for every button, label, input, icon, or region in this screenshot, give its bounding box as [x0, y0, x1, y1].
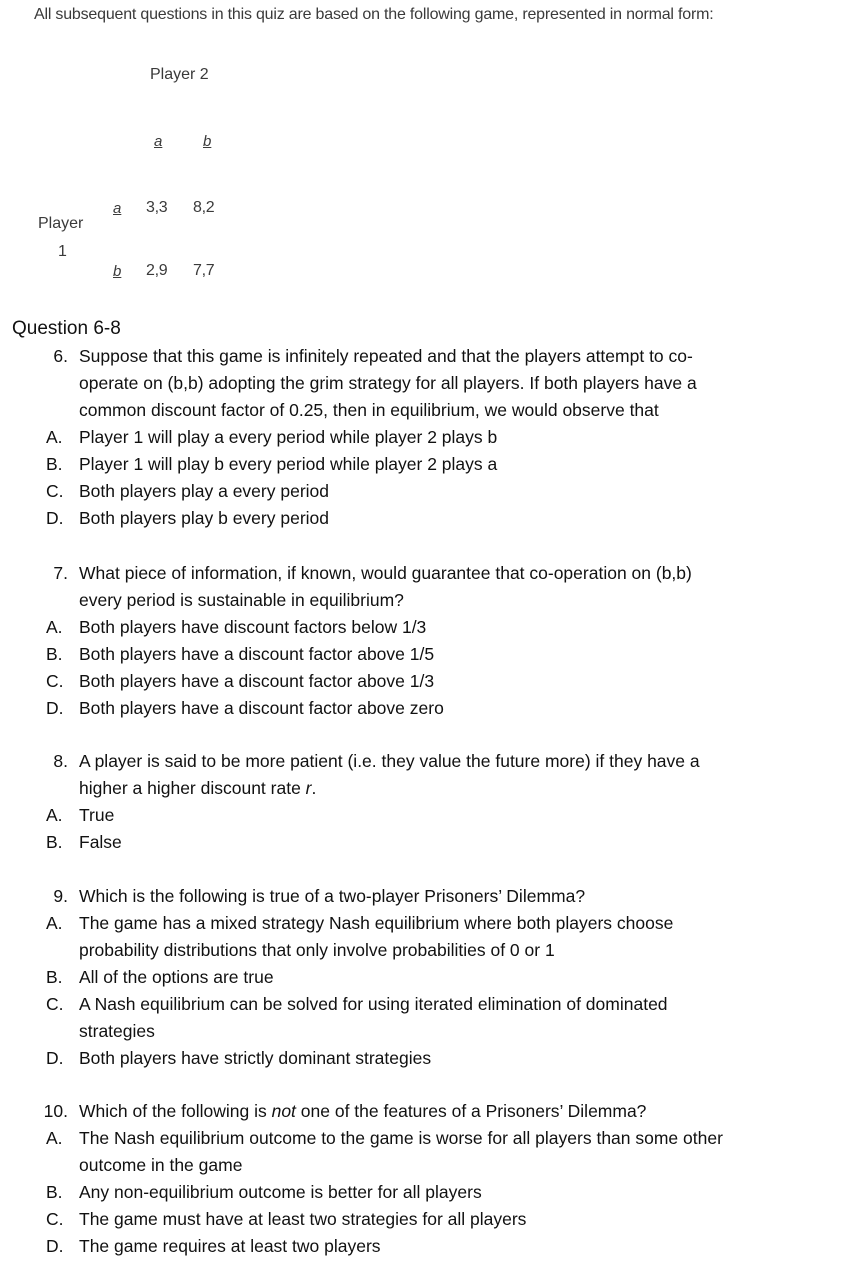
question-text: common discount factor of 0.25, then in equilibrium, we would observe that — [79, 400, 659, 420]
option-10c[interactable] — [0, 1206, 848, 1233]
option-letter: B. — [46, 1182, 63, 1202]
option-8a[interactable] — [0, 802, 848, 829]
option-text: The game requires at least two players — [79, 1236, 381, 1256]
question-text: Which is the following is true of a two-player Prisoners’ Dilemma? — [79, 886, 586, 906]
option-letter: A. — [46, 1128, 63, 1148]
option-7d[interactable] — [0, 695, 848, 722]
player1-label: Player — [38, 215, 84, 232]
row-strategy-a: a — [113, 200, 122, 217]
payoff-cell-aa: 3,3 — [146, 199, 168, 216]
option-letter: A. — [46, 617, 63, 637]
col-strategy-b: b — [203, 133, 212, 150]
option-letter: B. — [46, 967, 63, 987]
option-text: Both players have strictly dominant strategies — [79, 1048, 432, 1068]
option-text: outcome in the game — [79, 1155, 243, 1175]
player2-label: Player 2 — [150, 66, 209, 83]
option-9b[interactable] — [0, 964, 848, 991]
option-letter: C. — [46, 671, 64, 691]
question-number: 8. — [53, 751, 68, 771]
option-text: Both players have discount factors below 1/3 — [79, 617, 427, 637]
section-title: Question 6-8 — [12, 318, 121, 339]
option-text: The game must have at least two strategies for all players — [79, 1209, 527, 1229]
intro-text: All subsequent questions in this quiz are based on the following game, represented in normal form: — [34, 6, 714, 23]
option-letter: D. — [46, 1236, 64, 1256]
option-text: Player 1 will play a every period while player 2 plays b — [79, 427, 498, 447]
option-letter: C. — [46, 481, 64, 501]
question-9 — [0, 883, 848, 1072]
question-number: 9. — [53, 886, 68, 906]
option-7b[interactable] — [0, 641, 848, 668]
question-10 — [0, 1098, 848, 1260]
payoff-cell-ab: 8,2 — [193, 199, 215, 216]
question-number: 7. — [53, 563, 68, 583]
question-text: What piece of information, if known, would guarantee that co-operation on (b,b) — [79, 563, 692, 583]
option-text: Both players play a every period — [79, 481, 329, 501]
question-text: Which of the following is not one of the features of a Prisoners’ Dilemma? — [79, 1101, 647, 1121]
col-strategy-a: a — [154, 133, 163, 150]
option-text: False — [79, 832, 122, 852]
question-text: Suppose that this game is infinitely repeated and that the players attempt to co- — [79, 346, 693, 366]
option-9a[interactable] — [0, 910, 848, 964]
option-letter: D. — [46, 698, 64, 718]
option-letter: A. — [46, 427, 63, 447]
option-text: Both players have a discount factor above 1/3 — [79, 671, 435, 691]
option-text: Both players have a discount factor above zero — [79, 698, 444, 718]
option-letter: A. — [46, 913, 63, 933]
question-6 — [0, 343, 848, 532]
question-text: every period is sustainable in equilibrium? — [79, 590, 404, 610]
option-text: Both players have a discount factor above 1/5 — [79, 644, 435, 664]
option-letter: B. — [46, 454, 63, 474]
option-text: All of the options are true — [79, 967, 274, 987]
option-9c[interactable] — [0, 991, 848, 1045]
option-text: Both players play b every period — [79, 508, 329, 528]
option-letter: D. — [46, 508, 64, 528]
option-8b[interactable] — [0, 829, 848, 856]
payoff-cell-ba: 2,9 — [146, 262, 168, 279]
question-text: higher a higher discount rate r. — [79, 778, 317, 798]
question-text: A player is said to be more patient (i.e. they value the future more) if they have a — [79, 751, 700, 771]
option-text: Any non-equilibrium outcome is better for all players — [79, 1182, 482, 1202]
option-9d[interactable] — [0, 1045, 848, 1072]
option-text: A Nash equilibrium can be solved for using iterated elimination of dominated — [79, 994, 668, 1014]
question-8 — [0, 748, 848, 856]
option-6c[interactable] — [0, 478, 848, 505]
question-number: 6. — [53, 346, 68, 366]
option-10a[interactable] — [0, 1125, 848, 1179]
option-6a[interactable] — [0, 424, 848, 451]
option-text: True — [79, 805, 115, 825]
option-6d[interactable] — [0, 505, 848, 532]
player1-label-number: 1 — [58, 243, 67, 260]
option-text: strategies — [79, 1021, 155, 1041]
option-letter: D. — [46, 1048, 64, 1068]
option-letter: C. — [46, 994, 64, 1014]
option-text: probability distributions that only involve probabilities of 0 or 1 — [79, 940, 555, 960]
option-letter: B. — [46, 644, 63, 664]
option-letter: B. — [46, 832, 63, 852]
option-text: Player 1 will play b every period while player 2 plays a — [79, 454, 498, 474]
payoff-cell-bb: 7,7 — [193, 262, 215, 279]
option-10b[interactable] — [0, 1179, 848, 1206]
option-text: The game has a mixed strategy Nash equilibrium where both players choose — [79, 913, 674, 933]
option-7c[interactable] — [0, 668, 848, 695]
option-7a[interactable] — [0, 614, 848, 641]
option-6b[interactable] — [0, 451, 848, 478]
question-number: 10. — [43, 1101, 68, 1121]
option-letter: C. — [46, 1209, 64, 1229]
question-text: operate on (b,b) adopting the grim strategy for all players. If both players have a — [79, 373, 697, 393]
option-letter: A. — [46, 805, 63, 825]
option-10d[interactable] — [0, 1233, 848, 1260]
row-strategy-b: b — [113, 263, 122, 280]
option-text: The Nash equilibrium outcome to the game is worse for all players than some other — [79, 1128, 723, 1148]
question-7 — [0, 560, 848, 722]
